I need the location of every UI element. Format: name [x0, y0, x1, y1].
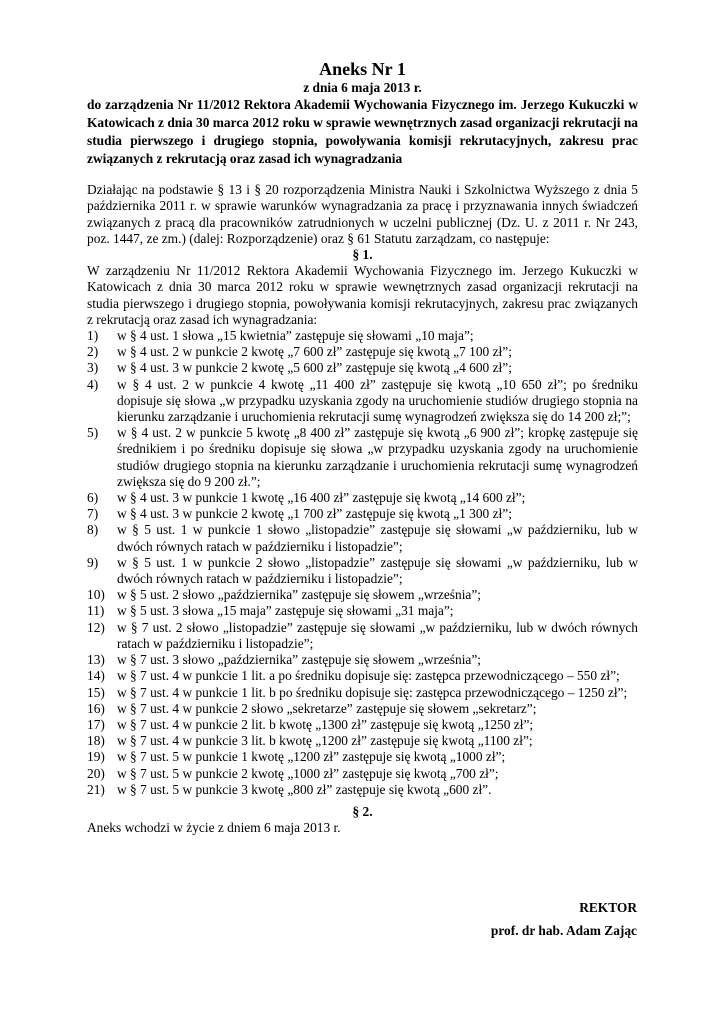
amendment-number: 16)	[87, 700, 105, 716]
amendment-text: w § 4 ust. 2 w punkcie 2 kwotę „7 600 zł” zastępuje się kwotą „7 100 zł”;	[117, 344, 512, 360]
amendment-text: w § 7 ust. 4 w punkcie 1 lit. b po średniku dopisuje się: zastępca przewodniczącego – 1250 zł”;	[117, 684, 628, 700]
amendment-number: 10)	[87, 587, 105, 603]
amendment-number: 15)	[87, 684, 105, 700]
amendment-item	[87, 328, 638, 344]
amendment-list	[87, 328, 638, 798]
amendment-number: 20)	[87, 765, 105, 781]
amendment-number: 19)	[87, 749, 105, 765]
amendment-item	[87, 766, 638, 782]
amendment-text: w § 4 ust. 2 w punkcie 5 kwotę „8 400 zł” zastępuje się kwotą „6 900 zł”; kropkę zastępuje się średnikiem i po średniku dopisuje się słowa „w przypadku uzyskania zgody na uruchomienie studiów drugiego stopnia na kierunku zarządzanie i uruchomienia rekrutacji sumę wynagrodzeń zwiększa się do 9 200 zł.”;	[117, 425, 638, 489]
amendment-number: 13)	[87, 652, 105, 668]
amendment-number: 17)	[87, 716, 105, 732]
amendment-item	[87, 733, 638, 749]
amendment-text: w § 5 ust. 2 słowo „października” zastępuje się słowem „września”;	[117, 587, 482, 603]
amendment-text: w § 7 ust. 4 w punkcie 3 lit. b kwotę „1200 zł” zastępuje się kwotą „1100 zł”;	[117, 733, 533, 749]
signature-block	[491, 899, 637, 940]
amendment-text: w § 7 ust. 5 w punkcie 1 kwotę „1200 zł” zastępuje się kwotą „1000 zł”;	[117, 749, 506, 765]
amendment-item	[87, 668, 638, 684]
amendment-item	[87, 782, 638, 798]
amendment-number: 14)	[87, 668, 105, 684]
signatory-role: REKTOR	[579, 900, 637, 915]
amendment-number: 18)	[87, 733, 105, 749]
amendment-number: 8)	[87, 522, 99, 538]
amendment-number: 7)	[87, 506, 99, 522]
amendment-number: 3)	[87, 360, 99, 376]
amendment-item	[87, 685, 638, 701]
document-date: z dnia 6 maja 2013 r.	[303, 80, 422, 95]
amendment-number: 11)	[87, 603, 105, 619]
amendment-text: w § 4 ust. 3 w punkcie 1 kwotę „16 400 zł” zastępuje się kwotą „14 600 zł”;	[117, 490, 526, 506]
amendment-text: w § 4 ust. 2 w punkcie 4 kwotę „11 400 zł” zastępuje się kwotą „10 650 zł”; po średniku dopisuje się słowa „w przypadku uzyskania zgody na uruchomienie studiów drugiego stopnia na kierunku zarządzanie i uruchomienia rekrutacji sumę wynagrodzeń zwiększa się do 14 200 zł;”;	[117, 376, 638, 425]
amendment-item	[87, 425, 638, 490]
amendment-number: 6)	[87, 490, 99, 506]
amendment-item	[87, 652, 638, 668]
intro-paragraph: Działając na podstawie § 13 i § 20 rozporządzenia Ministra Nauki i Szkolnictwa Wyższego z dnia 5 października 2011 r. w sprawie warunków wynagradzania za pracę i przyznawania innych świadczeń związanych z pracą dla pracowników zatrudnionych w uczelni publicznej (Dz. U. z 2011 r. Nr 243, poz. 1447, ze zm.) (dalej: Rozporządzenie) oraz § 61 Statutu zarządzam, co następuje:	[87, 182, 638, 246]
amendment-item	[87, 360, 638, 376]
document-title: Aneks Nr 1	[319, 59, 406, 79]
amendment-text: w § 7 ust. 4 w punkcie 2 słowo „sekretarze” zastępuje się słowem „sekretarz”;	[117, 700, 537, 716]
section-2-heading: § 2.	[352, 803, 373, 819]
amendment-item	[87, 749, 638, 765]
document-page	[87, 58, 638, 836]
amendment-item	[87, 603, 638, 619]
amendment-item	[87, 717, 638, 733]
amendment-text: w § 5 ust. 1 w punkcie 2 słowo „listopadzie” zastępuje się słowami „w październiku, lub w dwóch równych ratach w październiku i listopadzie”;	[117, 554, 638, 587]
amendment-text: w § 5 ust. 1 w punkcie 1 słowo „listopadzie” zastępuje się słowami „w październiku, lub w dwóch równych ratach w październiku i listopadzie”;	[117, 522, 638, 554]
section-1-heading: § 1.	[352, 247, 373, 263]
amendment-text: w § 7 ust. 3 słowo „października” zastępuje się słowem „września”;	[117, 652, 482, 668]
amendment-text: w § 7 ust. 4 w punkcie 2 lit. b kwotę „1300 zł” zastępuje się kwotą „1250 zł”;	[117, 716, 534, 732]
amendment-text: w § 7 ust. 5 w punkcie 3 kwotę „800 zł” zastępuje się kwotą „600 zł”.	[117, 781, 492, 797]
amendment-number: 1)	[87, 328, 99, 344]
amendment-item	[87, 490, 638, 506]
amendment-item	[87, 701, 638, 717]
amendment-item	[87, 620, 638, 652]
amendment-number: 9)	[87, 554, 99, 570]
amendment-number: 5)	[87, 425, 99, 441]
amendment-text: w § 4 ust. 3 w punkcie 2 kwotę „1 700 zł” zastępuje się kwotą „1 300 zł”;	[117, 506, 512, 522]
amendment-text: w § 7 ust. 2 słowo „listopadzie” zastępuje się słowami „w październiku, lub w dwóch równych ratach w październiku i listopadzie”;	[117, 619, 638, 651]
amendment-item	[87, 506, 638, 522]
amendment-item	[87, 522, 638, 554]
amendment-number: 21)	[87, 781, 105, 797]
amendment-text: w § 5 ust. 3 słowa „15 maja” zastępuje się słowami „31 maja”;	[117, 603, 454, 619]
amendment-text: w § 7 ust. 5 w punkcie 2 kwotę „1000 zł” zastępuje się kwotą „700 zł”;	[117, 765, 499, 781]
amendment-item	[87, 344, 638, 360]
section-2-text: Aneks wchodzi w życie z dniem 6 maja 2013 r.	[87, 820, 341, 836]
amendment-number: 12)	[87, 619, 105, 635]
amendment-number: 4)	[87, 376, 99, 392]
amendment-text: w § 4 ust. 1 słowa „15 kwietnia” zastępuje się słowami „10 maja”;	[117, 328, 474, 344]
amendment-text: w § 4 ust. 3 w punkcie 2 kwotę „5 600 zł” zastępuje się kwotą „4 600 zł”;	[117, 360, 512, 376]
amendment-text: w § 7 ust. 4 w punkcie 1 lit. a po średniku dopisuje się: zastępca przewodniczącego – 550 zł”;	[117, 668, 620, 684]
amendment-number: 2)	[87, 344, 99, 360]
amendment-item	[87, 587, 638, 603]
amendment-item	[87, 555, 638, 587]
signatory-name: prof. dr hab. Adam Zając	[490, 923, 637, 938]
amendment-item	[87, 377, 638, 426]
document-subject: do zarządzenia Nr 11/2012 Rektora Akademii Wychowania Fizycznego im. Jerzego Kukuczki w Katowicach z dnia 30 marca 2012 roku w sprawie wewnętrznych zasad organizacji rekrutacji na studia pierwszego i drugiego stopnia, powoływania komisji rekrutacyjnych, zakresu prac związanych z rekrutacją oraz zasad ich wynagradzania	[87, 97, 638, 167]
section-1-lead: W zarządzeniu Nr 11/2012 Rektora Akademii Wychowania Fizycznego im. Jerzego Kukuczki w Katowicach z dnia 30 marca 2012 roku w sprawie wewnętrznych zasad organizacji rekrutacji na studia pierwszego i drugiego stopnia, powoływania komisji rekrutacyjnych, zakresu prac związanych z rekrutacją oraz zasad ich wynagradzania:	[87, 263, 638, 327]
